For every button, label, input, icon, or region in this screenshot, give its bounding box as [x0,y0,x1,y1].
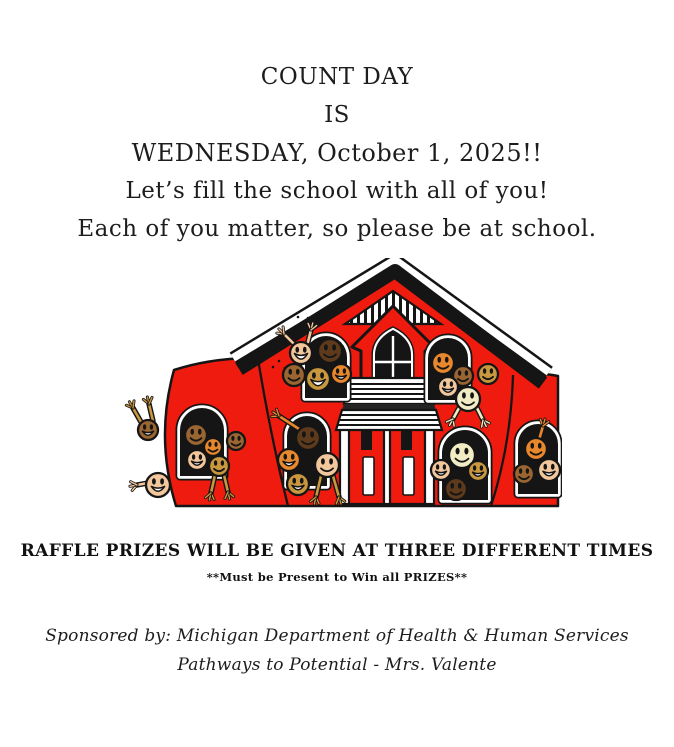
raffle-note: **Must be Present to Win all PRIZES** [206,570,468,584]
headline-line-3: WEDNESDAY, October 1, 2025!! [131,139,543,167]
headline-block [0,58,674,248]
sponsor-line-2: Pathways to Potential - Mrs. Valente [177,654,497,675]
schoolhouse-svg [112,258,562,510]
sponsor-block [0,622,674,679]
entrance-doors [340,420,434,504]
schoolhouse-children-illustration [112,258,562,512]
headline-line-1: COUNT DAY [260,64,414,90]
raffle-heading: RAFFLE PRIZES WILL BE GIVEN AT THREE DIFFERENT TIMES [20,541,654,561]
headline-line-2: IS [324,102,350,128]
headline-line-5: Each of you matter, so please be at school. [77,216,597,242]
sponsor-line-1: Sponsored by: Michigan Department of Health & Human Services [45,626,629,646]
headline-line-4: Let’s fill the school with all of you! [125,178,549,204]
